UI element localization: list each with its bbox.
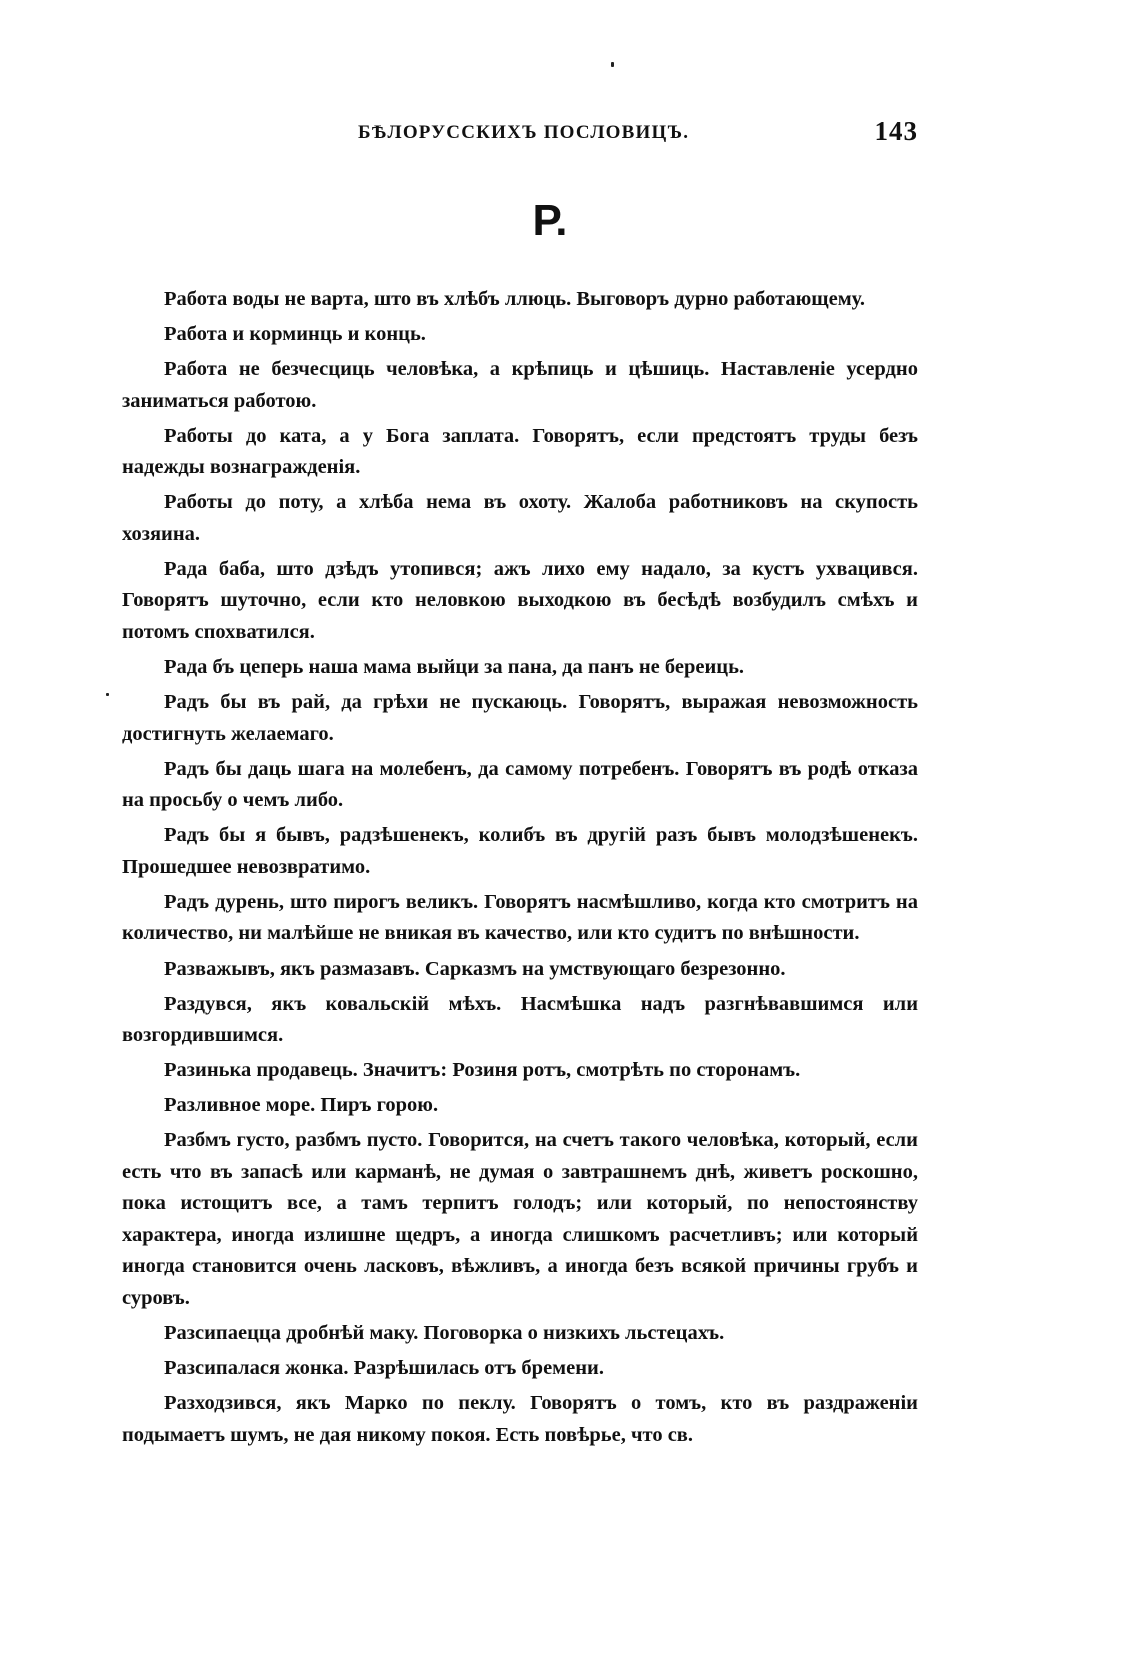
proverb-entry: Разважывъ, якъ размазавъ. Сарказмъ на умствующаго безрезонно.	[164, 957, 786, 980]
proverb-entry: Разливное море. Пиръ горою.	[164, 1094, 439, 1117]
proverb-list	[122, 284, 918, 1455]
section-letter: Р.	[532, 196, 568, 245]
print-speck	[611, 62, 614, 67]
proverb-entry: Разбмъ густо, разбмъ пусто. Говорится, на счетъ такого человѣка, который, если есть что въ запасѣ или карманѣ, не думая о завтрашнемъ днѣ, живетъ роскошно, пока истощитъ все, а тамъ терпитъ голодъ; или который, по непостоянству характера, иногда излишне щедръ, а иногда слишкомъ расчетливъ; или который иногда становится очень ласковъ, вѣжливъ, а иногда безъ всякой причины грубъ и суровъ.	[122, 1129, 918, 1309]
proverb-entry: Рада баба, што дзѣдъ утопився; ажъ лихо ему надало, за кустъ ухвацився. Говорятъ шуточно, если кто неловкою выходкою въ бесѣдѣ возбудилъ смѣхъ и потомъ спохватился.	[122, 557, 918, 643]
proverb-entry: Радъ дурень, што пирогъ великъ. Говорятъ насмѣшливо, когда кто смотритъ на количество, ни малѣйше не вникая въ качество, или кто судитъ по внѣшности.	[122, 890, 918, 945]
proverb-entry: Разходзився, якъ Марко по пеклу. Говорятъ о томъ, кто въ раздраженіи подымаетъ шумъ, не дая никому покоя. Есть повѣрье, что св.	[122, 1392, 918, 1446]
proverb-entry: Разинька продавець. Значитъ: Розиня ротъ, смотрѣть по сторонамъ.	[164, 1059, 801, 1082]
proverb-entry: Радъ бы я бывъ, радзѣшенекъ, колибъ въ другій разъ бывъ молодзѣшенекъ. Прошедшее невозвратимо.	[122, 824, 918, 878]
proverb-entry: Рада бъ цеперь наша мама выйци за пана, да панъ не береиць.	[164, 656, 745, 679]
proverb-entry: Работы до поту, а хлѣба нема въ охоту. Жалоба работниковъ на скупость хозяина.	[122, 491, 918, 545]
proverb-entry: Работа не безчесциць человѣка, а крѣпиць и цѣшиць. Наставленіе усердно заниматься работою.	[122, 358, 918, 412]
proverb-entry: Радъ бы въ рай, да грѣхи не пускаюць. Говорятъ, выражая невозможность достигнуть желаемаго.	[122, 691, 918, 745]
proverb-entry: Раздувся, якъ ковальскій мѣхъ. Насмѣшка надъ разгнѣвавшимся или возгордившимся.	[122, 992, 918, 1047]
proverb-entry: Разсипалася жонка. Разрѣшилась отъ бремени.	[164, 1357, 604, 1380]
proverb-entry: Работы до ката, а у Бога заплата. Говорятъ, если предстоятъ труды безъ надежды вознагражденія.	[122, 424, 918, 479]
proverb-entry: Разсипаецца дробнѣй маку. Поговорка о низкихъ льстецахъ.	[164, 1322, 725, 1344]
running-head	[118, 116, 918, 156]
proverb-entry: Работа воды не варта, што въ хлѣбъ ллюць. Выговоръ дурно работающему.	[164, 288, 866, 310]
proverb-entry: Работа и корминць и конць.	[164, 323, 426, 346]
print-speck	[106, 693, 109, 696]
proverb-entry: Радъ бы даць шага на молебенъ, да самому потребенъ. Говорятъ въ родѣ отказа на просьбу о чемъ либо.	[122, 757, 918, 812]
running-title: БѢЛОРУССКИХЪ ПОСЛОВИЦЪ.	[358, 122, 690, 143]
page-number: 143	[874, 116, 918, 146]
